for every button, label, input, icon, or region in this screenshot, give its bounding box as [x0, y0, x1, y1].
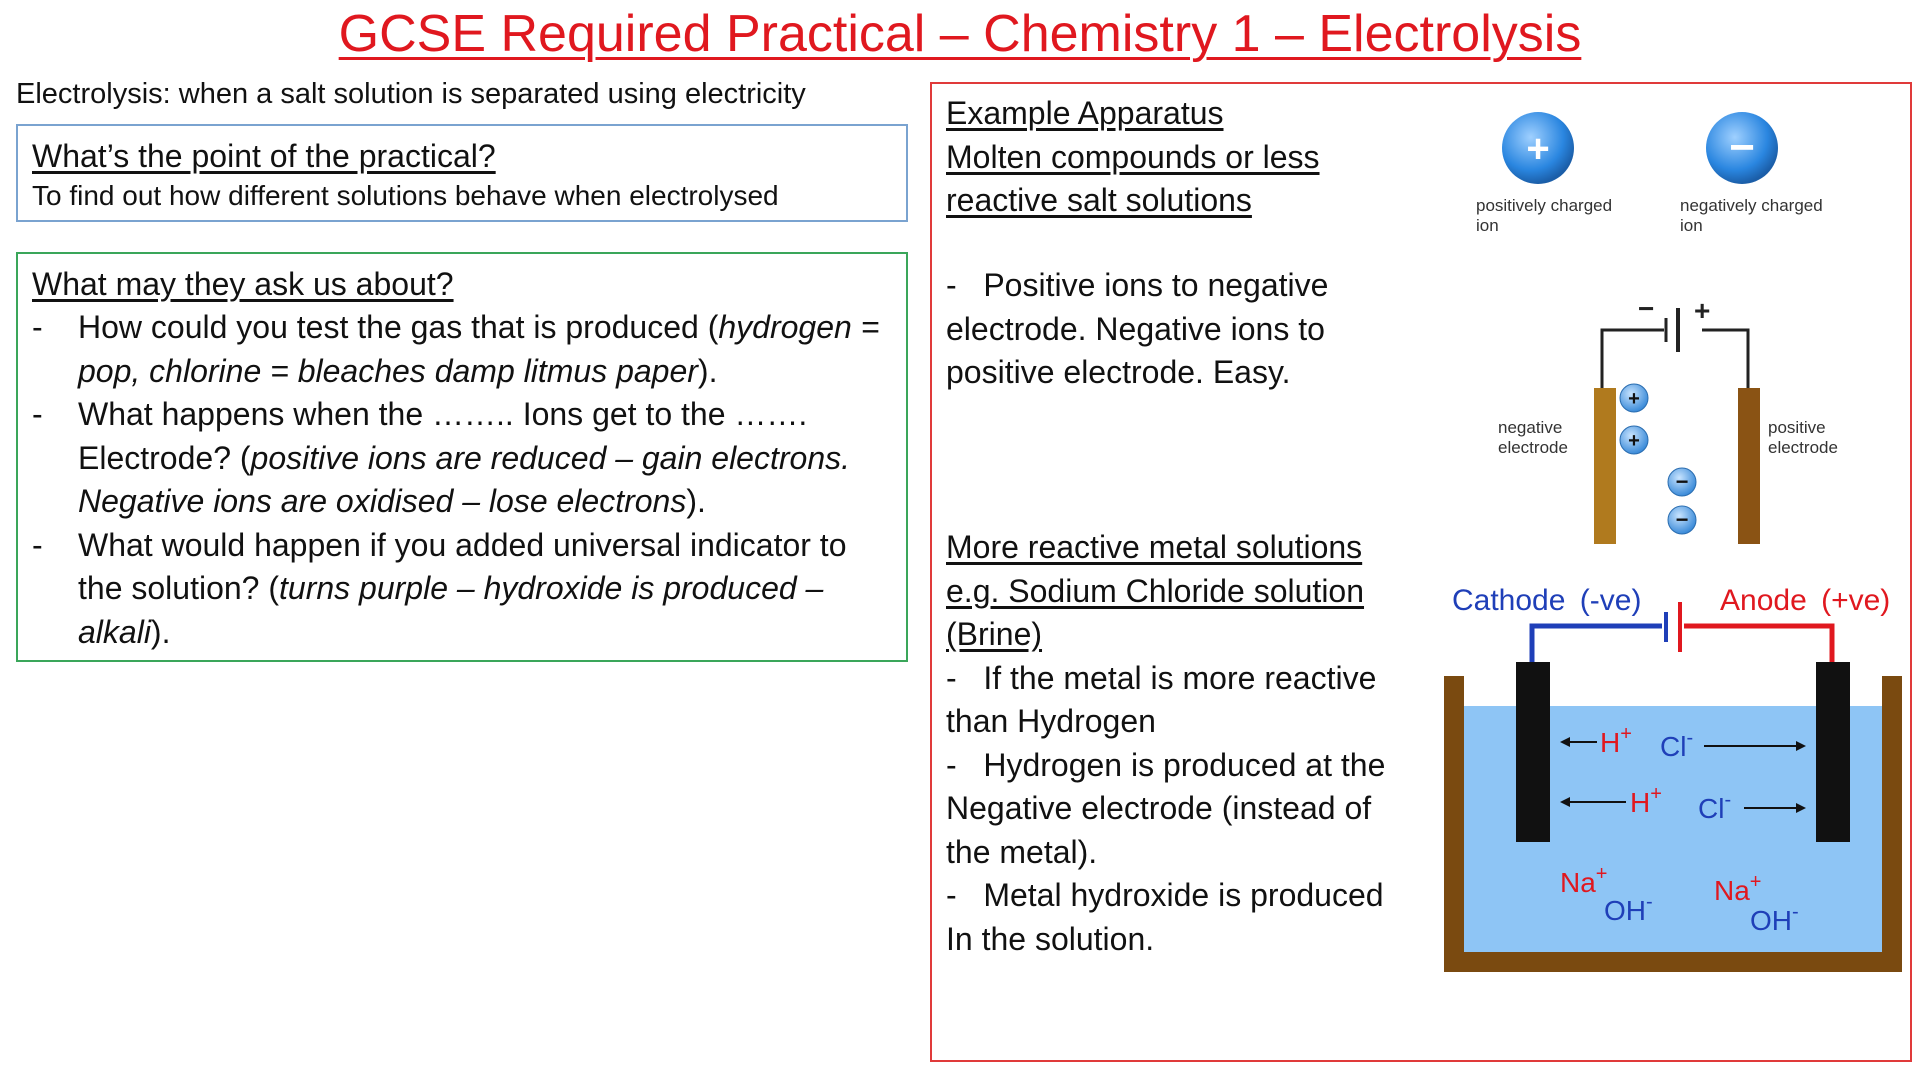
- question-item: - What would happen if you added universal indicator to the solution? (turns purple – hydroxide is produced – alkali).: [32, 524, 892, 655]
- oh-ion-label: OH-: [1604, 891, 1653, 926]
- anode-wire: [1684, 626, 1832, 662]
- negative-electrode: [1594, 388, 1616, 544]
- ask-heading: What may they ask us about?: [32, 266, 454, 302]
- cathode-wire: [1532, 626, 1662, 662]
- anode-electrode: [1816, 662, 1850, 842]
- na-ion-label: Na+: [1560, 863, 1608, 898]
- apparatus-heading: Example Apparatus: [946, 95, 1224, 131]
- small-negative-ion-symbol: −: [1675, 507, 1689, 532]
- battery-plus: +: [1694, 295, 1711, 326]
- oh-ion-label: OH-: [1750, 901, 1799, 936]
- small-negative-ion-symbol: −: [1675, 469, 1689, 494]
- ask-box: [16, 252, 908, 662]
- brine-bullet: - Metal hydroxide is produced In the solution.: [946, 877, 1384, 957]
- brine-bullet: - If the metal is more reactive than Hydrogen: [946, 659, 1377, 739]
- brine-section: [946, 526, 1406, 961]
- positive-ion-label: positively charged ion: [1476, 196, 1613, 235]
- positive-electrode: [1738, 388, 1760, 544]
- molten-explanation: - Positive ions to negative electrode. Negative ions to positive electrode. Easy.: [946, 267, 1329, 390]
- negative-ion-label: negatively charged ion: [1680, 196, 1823, 235]
- brine-bullet: - Hydrogen is produced at the Negative electrode (instead of the metal).: [946, 746, 1386, 870]
- na-ion-label: Na+: [1714, 871, 1762, 906]
- apparatus-box: [930, 82, 1912, 1062]
- negative-ion-symbol: −: [1729, 123, 1755, 172]
- h-ion-label: H+: [1600, 723, 1632, 758]
- point-heading: What’s the point of the practical?: [32, 138, 496, 174]
- apparatus-headings: [946, 92, 1366, 223]
- cathode-label: Cathode (-ve): [1452, 584, 1642, 617]
- wire: [1602, 330, 1748, 394]
- point-text: To find out how different solutions behave when electrolysed: [32, 180, 779, 211]
- brine-heading: More reactive metal solutions e.g. Sodium Chloride solution (Brine): [946, 529, 1365, 652]
- question-item: - What happens when the …….. Ions get to the ……. Electrode? (positive ions are reduced – gain electrons. Negative ions are oxidised – lose electrons).: [32, 393, 892, 524]
- brine-diagram: [1442, 576, 1902, 1052]
- molten-heading: Molten compounds or less reactive salt solutions: [946, 138, 1320, 218]
- positive-electrode-label: positive electrode: [1768, 418, 1838, 457]
- question-list: [32, 306, 892, 654]
- electrolysis-definition: Electrolysis: when a salt solution is separated using electricity: [16, 78, 806, 110]
- small-positive-ion-symbol: +: [1628, 388, 1640, 410]
- positive-ion-symbol: +: [1526, 127, 1550, 171]
- cl-ion-label: Cl-: [1660, 727, 1694, 762]
- negative-electrode-label: negative electrode: [1498, 418, 1568, 457]
- question-item: - How could you test the gas that is produced (hydrogen = pop, chlorine = bleaches damp litmus paper).: [32, 306, 892, 393]
- ion-diagram: [1472, 104, 1892, 544]
- h-ion-label: H+: [1630, 783, 1662, 818]
- small-positive-ion-symbol: +: [1628, 430, 1640, 452]
- point-box: [16, 124, 908, 222]
- battery-minus: −: [1638, 293, 1655, 324]
- cl-ion-label: Cl-: [1698, 789, 1732, 824]
- anode-label: Anode (+ve): [1720, 584, 1891, 617]
- page-title: GCSE Required Practical – Chemistry 1 – Electrolysis: [338, 5, 1582, 63]
- cathode-electrode: [1516, 662, 1550, 842]
